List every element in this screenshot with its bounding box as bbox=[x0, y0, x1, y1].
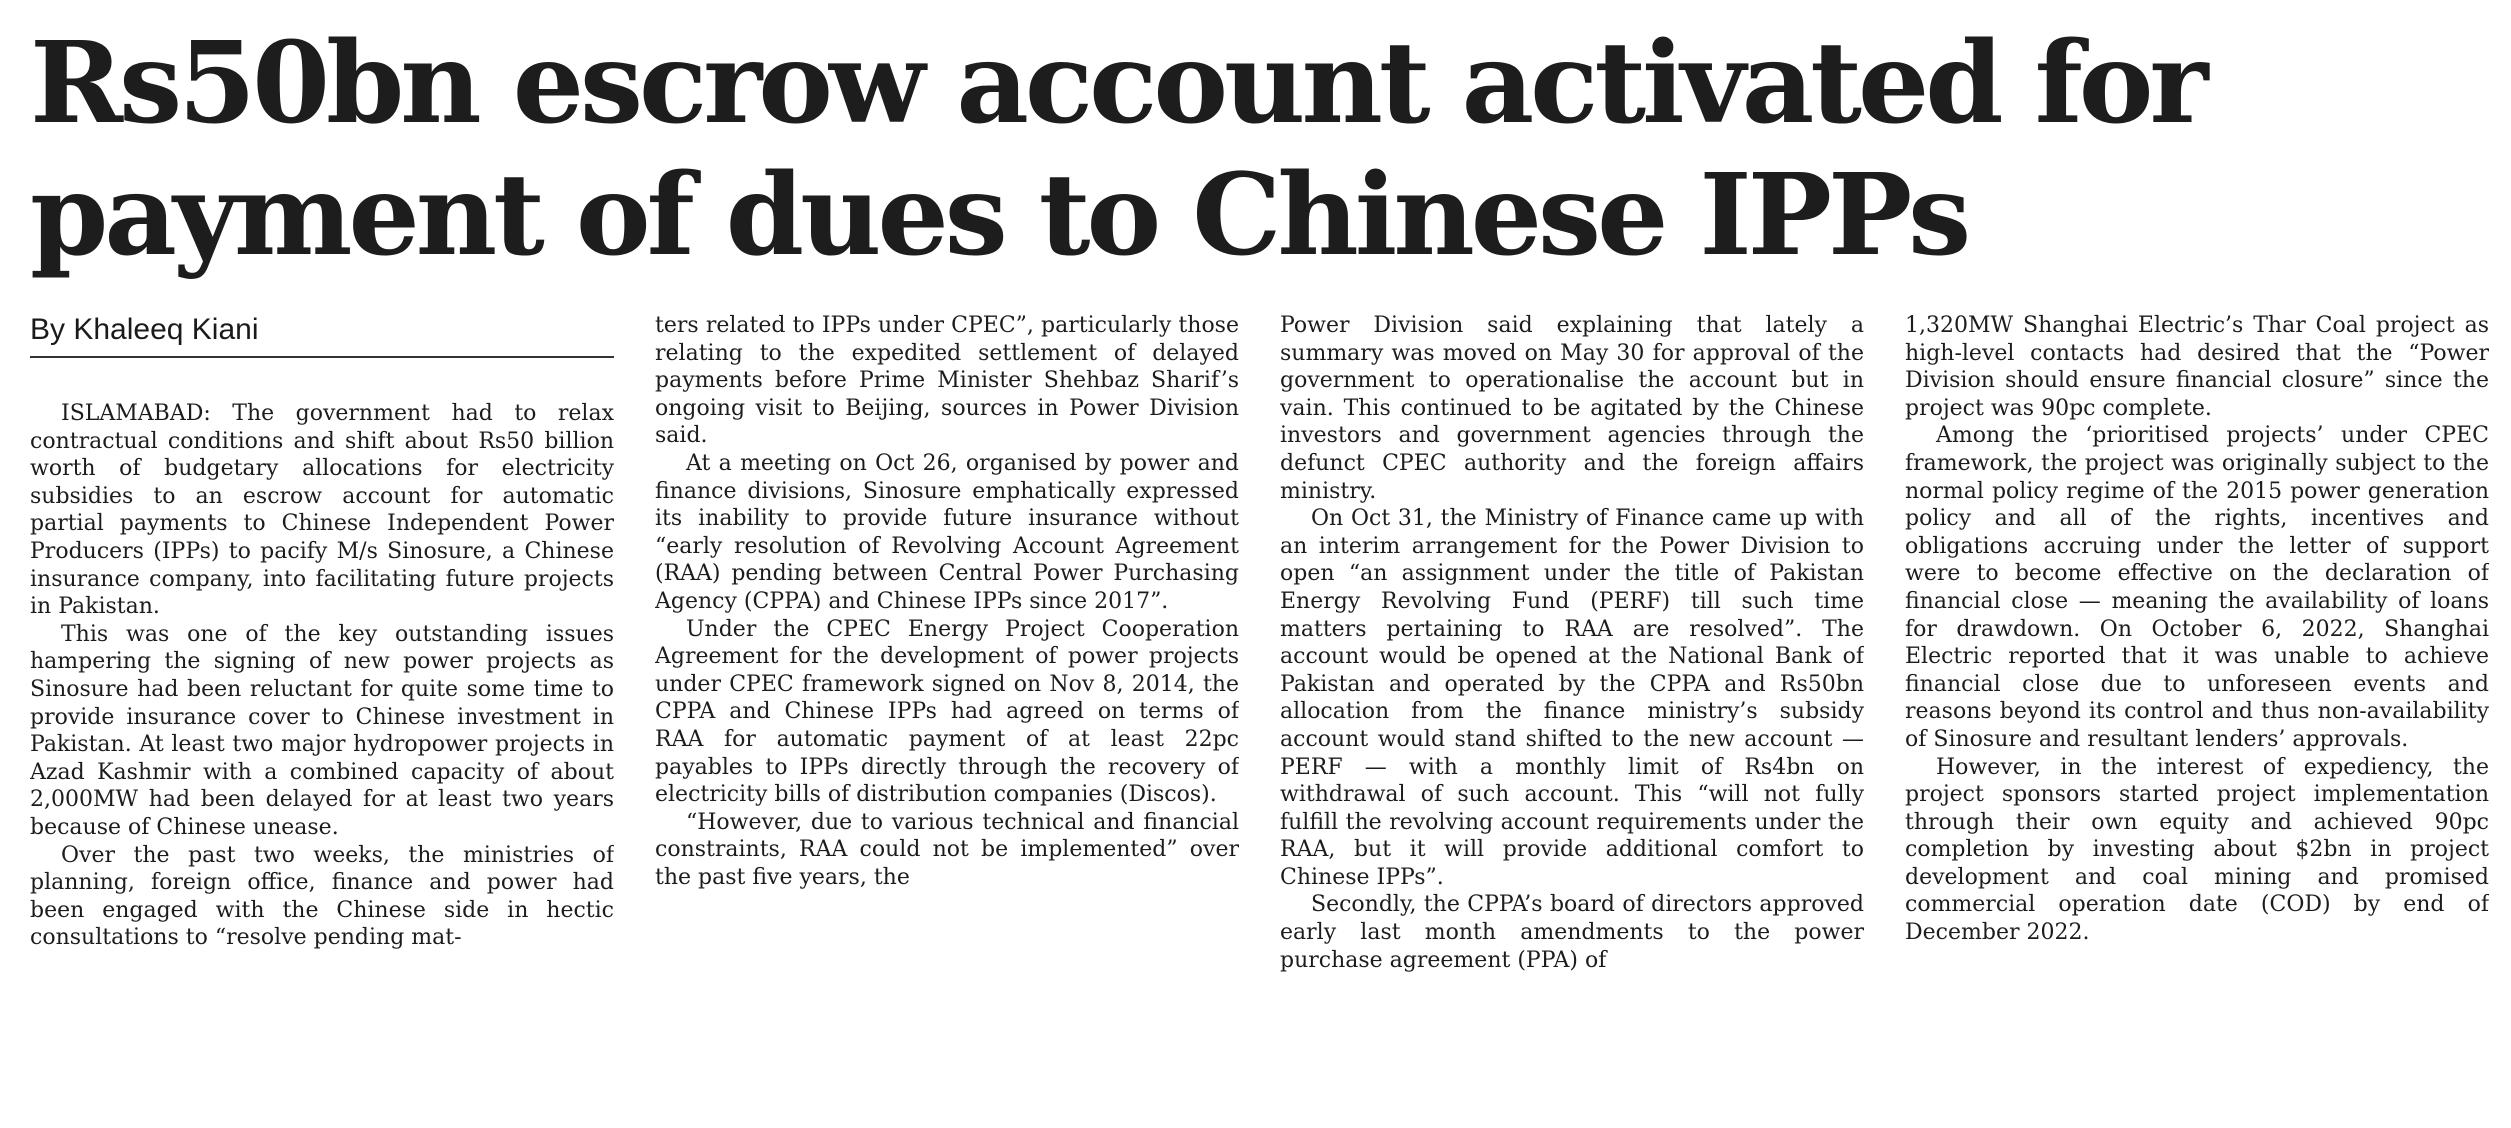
headline: Rs50bn escrow account activated for payment of dues to Chinese IPPs bbox=[30, 18, 2205, 281]
paragraph: ISLAMABAD: The government had to relax contractual conditions and shift about Rs50 billion worth of budgetary allocations for electricity subsidies to an escrow account for automatic partial payments to Chinese Independent Power Producers (IPPs) to pacify M/s Sinosure, a Chinese insurance company, into facilitating future projects in Pakistan. bbox=[30, 401, 614, 620]
paragraph: Secondly, the CPPA’s board of directors approved early last month amendments to the power purchase agreement (PPA) of bbox=[1280, 892, 1864, 973]
paragraph: “However, due to various technical and financial constraints, RAA could not be implemented” over the past five years, the bbox=[655, 809, 1239, 890]
article-column-4 bbox=[1905, 312, 2489, 1112]
article-body bbox=[30, 312, 2490, 1112]
paragraph: This was one of the key outstanding issues hampering the signing of new power projects as Sinosure had been reluctant for quite some time to provide insurance cover to Chinese investment in Pakistan. At least two major hydropower projects in Azad Kashmir with a combined capacity of about 2,000MW had been delayed for at least two years because of Chinese unease. bbox=[30, 621, 614, 840]
article-column-2 bbox=[655, 312, 1239, 1112]
byline: By Khaleeq Kiani bbox=[30, 312, 614, 358]
paragraph: On Oct 31, the Ministry of Finance came up with an interim arrangement for the Power Division to open “an assignment under the title of Pakistan Energy Revolving Fund (PERF) till such time matters pertaining to RAA are resolved”. The account would be opened at the National Bank of Pakistan and operated by the CPPA and Rs50bn allocation from the finance ministry’s subsidy account would stand shifted to the new account — PERF — with a monthly limit of Rs4bn on withdrawal of such account. This “will not fully fulfill the revolving account requirements under the RAA, but it will provide additional comfort to Chinese IPPs”. bbox=[1280, 506, 1864, 890]
paragraph: Under the CPEC Energy Project Cooperation Agreement for the development of power projects under CPEC framework signed on Nov 8, 2014, the CPPA and Chinese IPPs had agreed on terms of RAA for automatic payment of at least 22pc payables to IPPs directly through the recovery of electricity bills of distribution companies (Discos). bbox=[655, 616, 1239, 808]
paragraph: At a meeting on Oct 26, organised by power and finance divisions, Sinosure emphatically expressed its inability to provide future insurance without “early resolution of Revolving Account Agreement (RAA) pending between Central Power Purchasing Agency (CPPA) and Chinese IPPs since 2017”. bbox=[655, 450, 1239, 614]
paragraph: Among the ‘prioritised projects’ under CPEC framework, the project was originally subject to the normal policy regime of the 2015 power generation policy and all of the rights, incentives and obligations accruing under the letter of support were to become effective on the declaration of financial close — meaning the availability of loans for drawdown. On October 6, 2022, Shanghai Electric reported that it was unable to achieve financial close due to unforeseen events and reasons beyond its control and thus non-availability of Sinosure and resultant lenders’ approvals. bbox=[1905, 423, 2489, 752]
paragraph: 1,320MW Shanghai Electric’s Thar Coal project as high-level contacts had desired that the “Power Division should ensure financial closure” since the project was 90pc complete. bbox=[1905, 313, 2489, 421]
paragraph: Over the past two weeks, the ministries of planning, foreign office, finance and power had been engaged with the Chinese side in hectic consultations to “resolve pending mat- bbox=[30, 842, 614, 951]
paragraph: Power Division said explaining that lately a summary was moved on May 30 for approval of the government to operationalise the account but in vain. This continued to be agitated by the Chinese investors and government agencies through the defunct CPEC authority and the foreign affairs ministry. bbox=[1280, 313, 1864, 504]
article-column-3 bbox=[1280, 312, 1864, 1112]
paragraph: However, in the interest of expediency, the project sponsors started project implementation through their own equity and achieved 90pc completion by investing about $2bn in project development and coal mining and promised commercial operation date (COD) by end of December 2022. bbox=[1905, 754, 2489, 946]
paragraph: ters related to IPPs under CPEC”, particularly those relating to the expedited settlement of delayed payments before Prime Minister Shehbaz Sharif’s ongoing visit to Beijing, sources in Power Division said. bbox=[655, 313, 1239, 449]
article-column-1 bbox=[30, 312, 614, 1112]
